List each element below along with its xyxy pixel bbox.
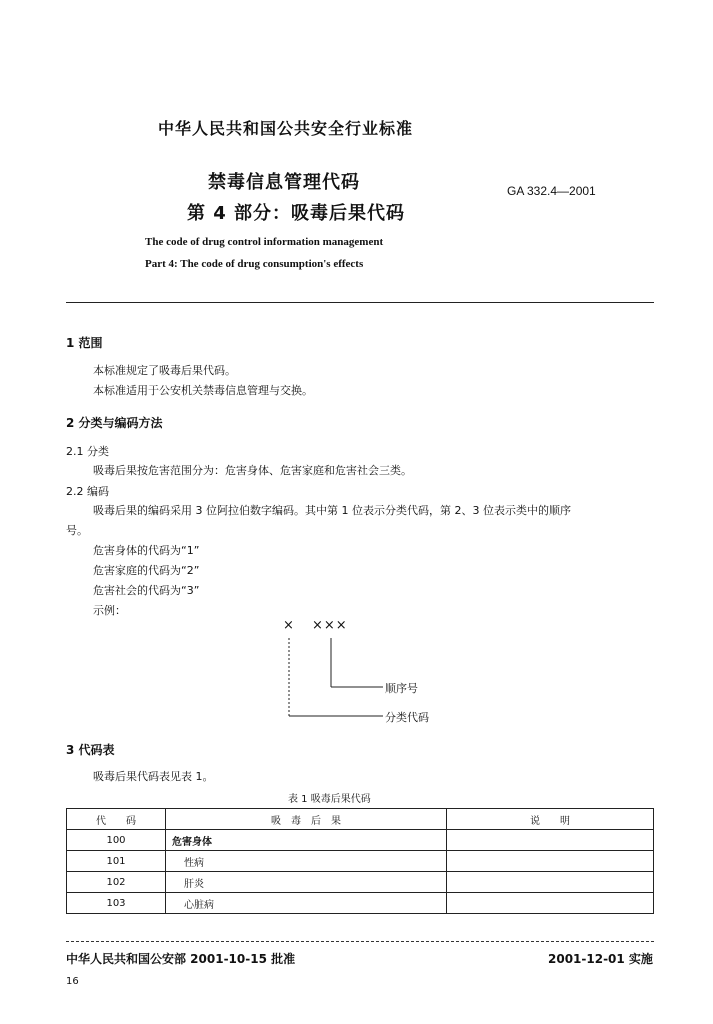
note-cell: [447, 893, 654, 914]
effect-cell: 心脏病: [166, 893, 447, 914]
effects-code-table: [66, 808, 654, 914]
table-caption: 表 1 吸毒后果代码: [288, 794, 371, 805]
category-digit-symbol: ×: [283, 618, 294, 633]
header-effect: 吸 毒 后 果: [166, 809, 447, 830]
page-number: 16: [66, 976, 79, 987]
effect-cell: 肝炎: [166, 872, 447, 893]
code-cell: 102: [67, 872, 166, 893]
code-cell: 100: [67, 830, 166, 851]
section-2-2-paragraph: 吸毒后果的编码采用 3 位阿拉伯数字编码。其中第 1 位表示分类代码，第 2、3 位表示类中的顺序: [93, 504, 571, 517]
table-row: [67, 872, 654, 893]
section-1-title: 1 范围: [66, 336, 103, 350]
code-rule-family: 危害家庭的代码为“2”: [93, 564, 200, 577]
effect-cell: 性病: [166, 851, 447, 872]
note-cell: [447, 872, 654, 893]
sequence-number-label: 顺序号: [385, 682, 418, 695]
section-3-paragraph: 吸毒后果代码表见表 1。: [93, 770, 214, 783]
section-2-title: 2 分类与编码方法: [66, 416, 163, 430]
section-2-1-title: 2.1 分类: [66, 445, 109, 458]
standard-organization: 中华人民共和国公共安全行业标准: [158, 119, 414, 138]
header-note: 说 明: [447, 809, 654, 830]
code-cell: 103: [67, 893, 166, 914]
table-header-row: [67, 809, 654, 830]
category-code-label: 分类代码: [385, 711, 429, 724]
effect-cell: 危害身体: [166, 830, 447, 851]
english-subtitle: Part 4: The code of drug consumption's effects: [145, 258, 364, 270]
section-1-paragraph-2: 本标准适用于公安机关禁毒信息管理与交换。: [93, 384, 313, 397]
table-row: [67, 851, 654, 872]
section-2-2-title: 2.2 编码: [66, 485, 109, 498]
section-2-2-paragraph-continued: 号。: [66, 524, 88, 537]
table-row: [67, 893, 654, 914]
note-cell: [447, 851, 654, 872]
code-rule-body: 危害身体的代码为“1”: [93, 544, 200, 557]
header-code: 代 码: [67, 809, 166, 830]
document-title: 禁毒信息管理代码: [208, 172, 360, 193]
code-structure-diagram: [275, 618, 455, 728]
standard-code: GA 332.4—2001: [507, 184, 596, 198]
header-divider: [66, 302, 654, 303]
table-row: [67, 830, 654, 851]
note-cell: [447, 830, 654, 851]
english-title: The code of drug control information management: [145, 236, 384, 248]
section-1-paragraph-1: 本标准规定了吸毒后果代码。: [93, 364, 236, 377]
section-2-1-paragraph: 吸毒后果按危害范围分为：危害身体、危害家庭和危害社会三类。: [93, 464, 412, 477]
approval-line: 中华人民共和国公安部 2001-10-15 批准: [66, 952, 296, 966]
implementation-date: 2001-12-01 实施: [548, 952, 653, 966]
sequence-digits-symbol: ×××: [312, 618, 348, 633]
footer-divider: [66, 941, 654, 942]
code-cell: 101: [67, 851, 166, 872]
code-rule-society: 危害社会的代码为“3”: [93, 584, 200, 597]
document-subtitle: 第 4 部分：吸毒后果代码: [187, 203, 406, 224]
example-label: 示例：: [93, 604, 126, 617]
section-3-title: 3 代码表: [66, 743, 115, 757]
